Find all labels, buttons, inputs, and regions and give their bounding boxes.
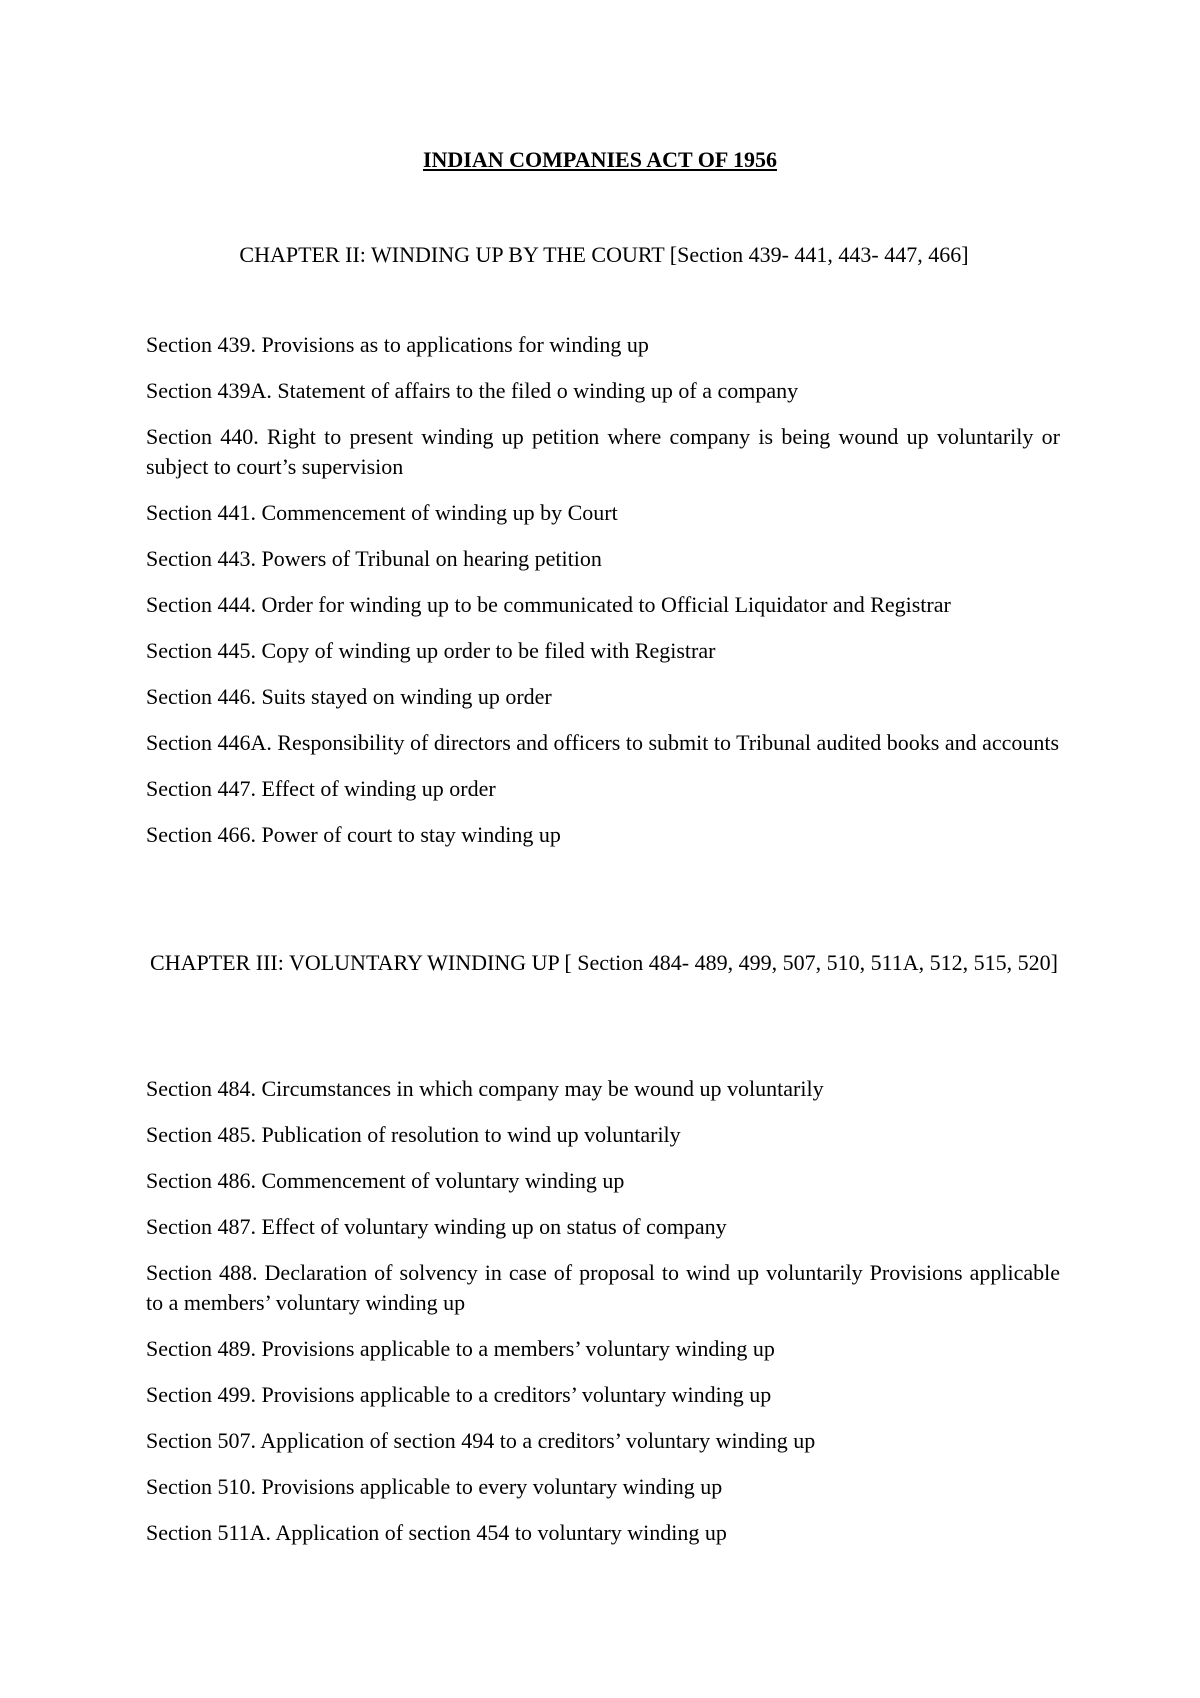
section-item: Section 484. Circumstances in which company may be wound up voluntarily bbox=[146, 1076, 824, 1101]
section-item: Section 511A. Application of section 454 to voluntary winding up bbox=[146, 1520, 727, 1545]
section-item: Section 488. Declaration of solvency in case of proposal to wind up voluntarily Provisions applicable to a members’ voluntary winding up bbox=[146, 1260, 1060, 1315]
chapter-heading: CHAPTER II: WINDING UP BY THE COURT [Section 439- 441, 443- 447, 466] bbox=[239, 242, 969, 267]
section-item: Section 466. Power of court to stay winding up bbox=[146, 822, 561, 847]
section-item: Section 510. Provisions applicable to every voluntary winding up bbox=[146, 1474, 723, 1499]
section-item: Section 439A. Statement of affairs to the filed o winding up of a company bbox=[146, 378, 799, 403]
section-list bbox=[146, 1074, 1060, 1564]
section-item: Section 443. Powers of Tribunal on hearing petition bbox=[146, 546, 602, 571]
section-item: Section 447. Effect of winding up order bbox=[146, 776, 496, 801]
section-list bbox=[146, 330, 1060, 866]
section-item: Section 441. Commencement of winding up by Court bbox=[146, 500, 618, 525]
section-item: Section 446. Suits stayed on winding up order bbox=[146, 684, 552, 709]
section-item: Section 487. Effect of voluntary winding up on status of company bbox=[146, 1214, 727, 1239]
section-item: Section 489. Provisions applicable to a members’ voluntary winding up bbox=[146, 1336, 775, 1361]
section-item: Section 499. Provisions applicable to a creditors’ voluntary winding up bbox=[146, 1382, 772, 1407]
section-item: Section 439. Provisions as to applications for winding up bbox=[146, 332, 649, 357]
document-title: INDIAN COMPANIES ACT OF 1956 bbox=[422, 147, 778, 172]
section-item: Section 444. Order for winding up to be communicated to Official Liquidator and Registrar bbox=[146, 592, 951, 617]
section-item: Section 485. Publication of resolution to wind up voluntarily bbox=[146, 1122, 681, 1147]
section-item: Section 446A. Responsibility of directors and officers to submit to Tribunal audited books and accounts bbox=[146, 730, 1060, 755]
section-item: Section 486. Commencement of voluntary winding up bbox=[146, 1168, 625, 1193]
section-item: Section 440. Right to present winding up petition where company is being wound up voluntarily or subject to court’s supervision bbox=[146, 424, 1060, 479]
section-item: Section 507. Application of section 494 to a creditors’ voluntary winding up bbox=[146, 1428, 816, 1453]
chapter-heading: CHAPTER III: VOLUNTARY WINDING UP [ Section 484- 489, 499, 507, 510, 511A, 512, 515, 520] bbox=[150, 950, 1058, 975]
section-item: Section 445. Copy of winding up order to be filed with Registrar bbox=[146, 638, 716, 663]
